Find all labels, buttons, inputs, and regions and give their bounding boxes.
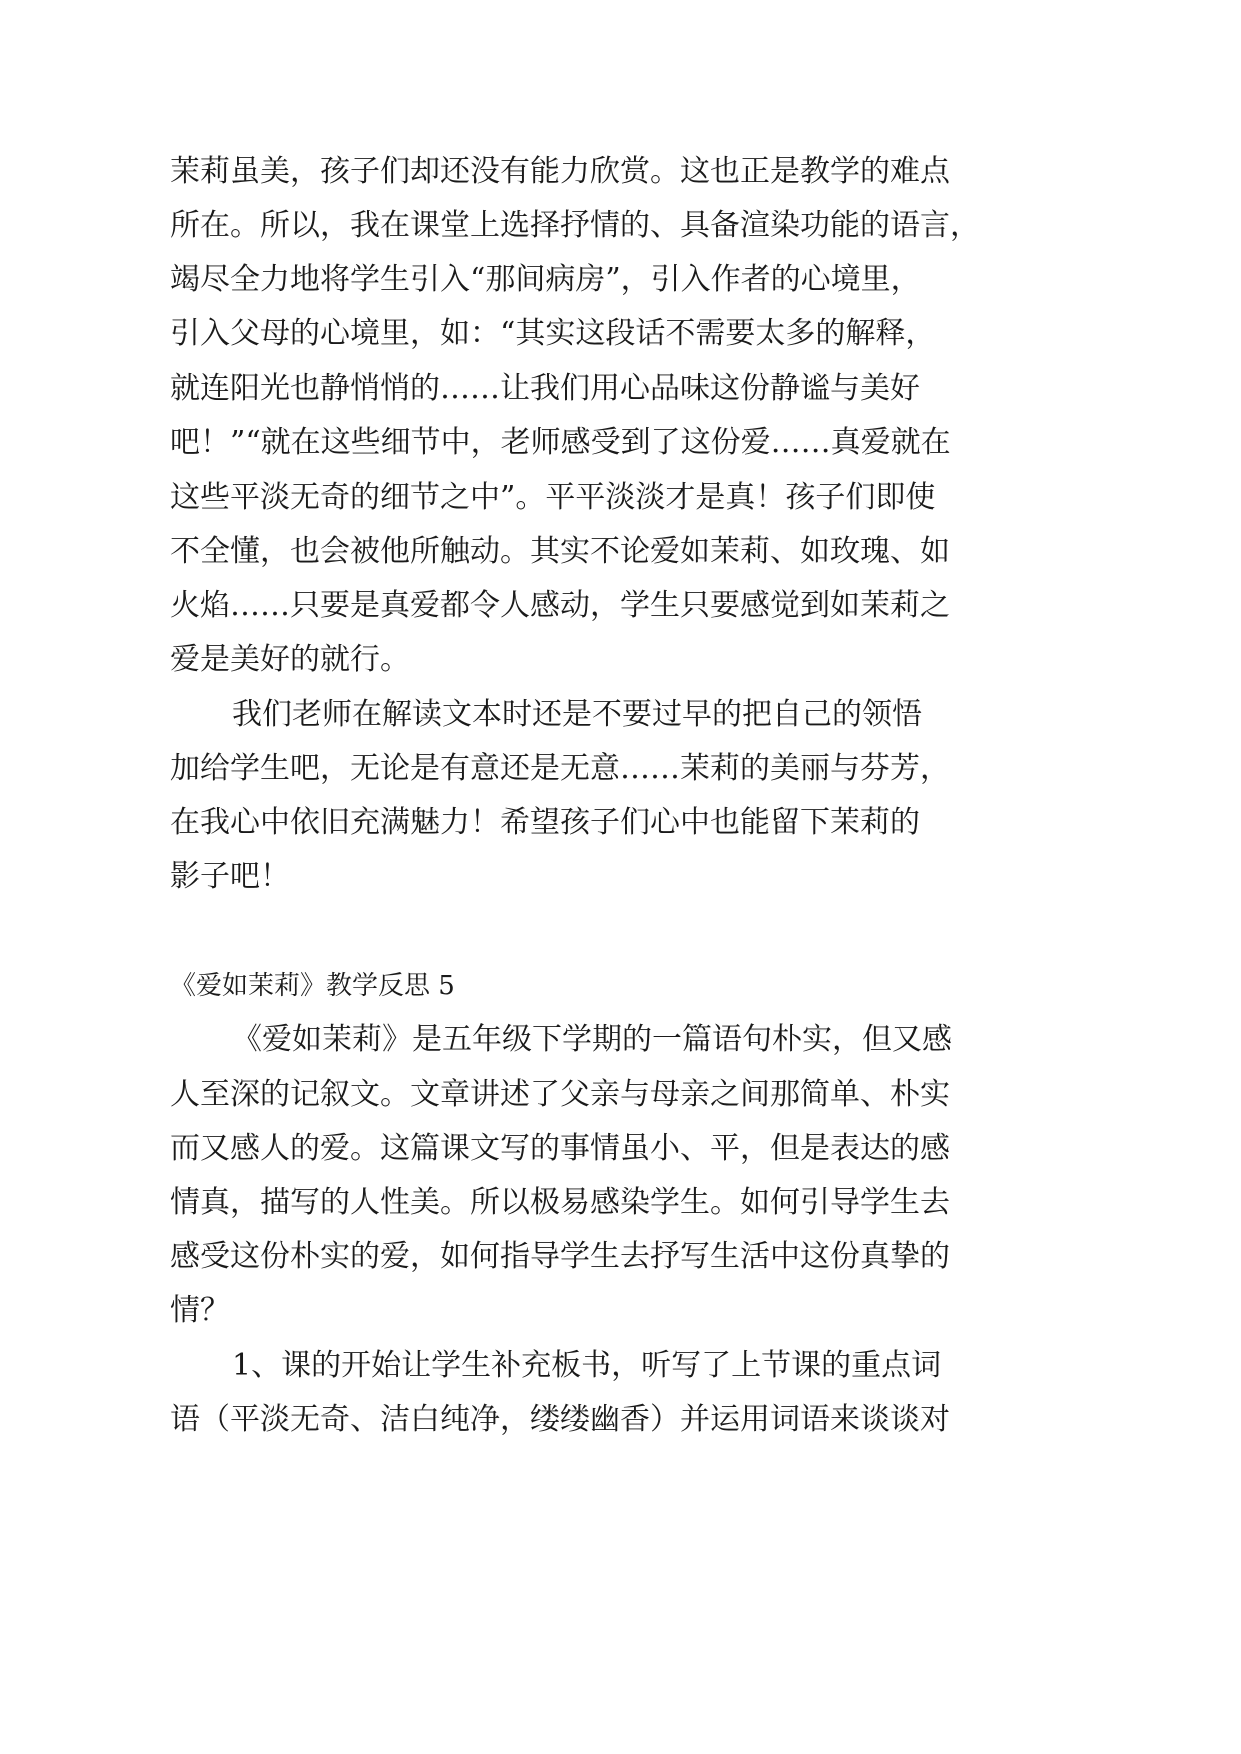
paragraph-line: 吧！”“就在这些细节中，老师感受到了这份爱……真爱就在 [170,425,951,460]
paragraph-line: 加给学生吧，无论是有意还是无意……茉莉的美丽与芬芳， [170,751,950,786]
section-heading: 《爱如茉莉》教学反思 5 [170,971,455,1001]
paragraph-line: 竭尽全力地将学生引入“那间病房”，引入作者的心境里， [170,262,921,297]
paragraph-line: 人至深的记叙文。文章讲述了父亲与母亲之间那简单、朴实 [170,1077,950,1112]
paragraph-line: 感受这份朴实的爱，如何指导学生去抒写生活中这份真挚的 [170,1239,950,1274]
paragraph-line: 所在。所以，我在课堂上选择抒情的、具备渲染功能的语言， [170,208,980,243]
paragraph-line: 《爱如茉莉》是五年级下学期的一篇语句朴实，但又感 [232,1022,952,1057]
paragraph-line: 情真，描写的人性美。所以极易感染学生。如何引导学生去 [170,1185,950,1220]
paragraph-line: 语（平淡无奇、洁白纯净，缕缕幽香）并运用词语来谈谈对 [170,1402,950,1437]
paragraph-line: 这些平淡无奇的细节之中”。平平淡淡才是真！孩子们即使 [170,480,936,515]
paragraph-line: 引入父母的心境里，如：“其实这段话不需要太多的解释， [170,316,936,351]
paragraph-line: 火焰……只要是真爱都令人感动，学生只要感觉到如茉莉之 [170,588,950,623]
paragraph-line: 1、课的开始让学生补充板书，听写了上节课的重点词 [232,1348,942,1383]
paragraph-line: 影子吧！ [170,859,290,894]
paragraph-line: 在我心中依旧充满魅力！希望孩子们心中也能留下茉莉的 [170,805,920,840]
paragraph-line: 不全懂，也会被他所触动。其实不论爱如茉莉、如玫瑰、如 [170,534,950,569]
paragraph-line: 爱是美好的就行。 [170,642,410,677]
paragraph-line: 情？ [170,1293,230,1328]
paragraph-line: 茉莉虽美，孩子们却还没有能力欣赏。这也正是教学的难点 [170,154,950,189]
paragraph-line: 我们老师在解读文本时还是不要过早的把自己的领悟 [232,697,922,732]
paragraph-line: 就连阳光也静悄悄的……让我们用心品味这份静谧与美好 [170,371,920,406]
paragraph-line: 而又感人的爱。这篇课文写的事情虽小、平，但是表达的感 [170,1131,950,1166]
